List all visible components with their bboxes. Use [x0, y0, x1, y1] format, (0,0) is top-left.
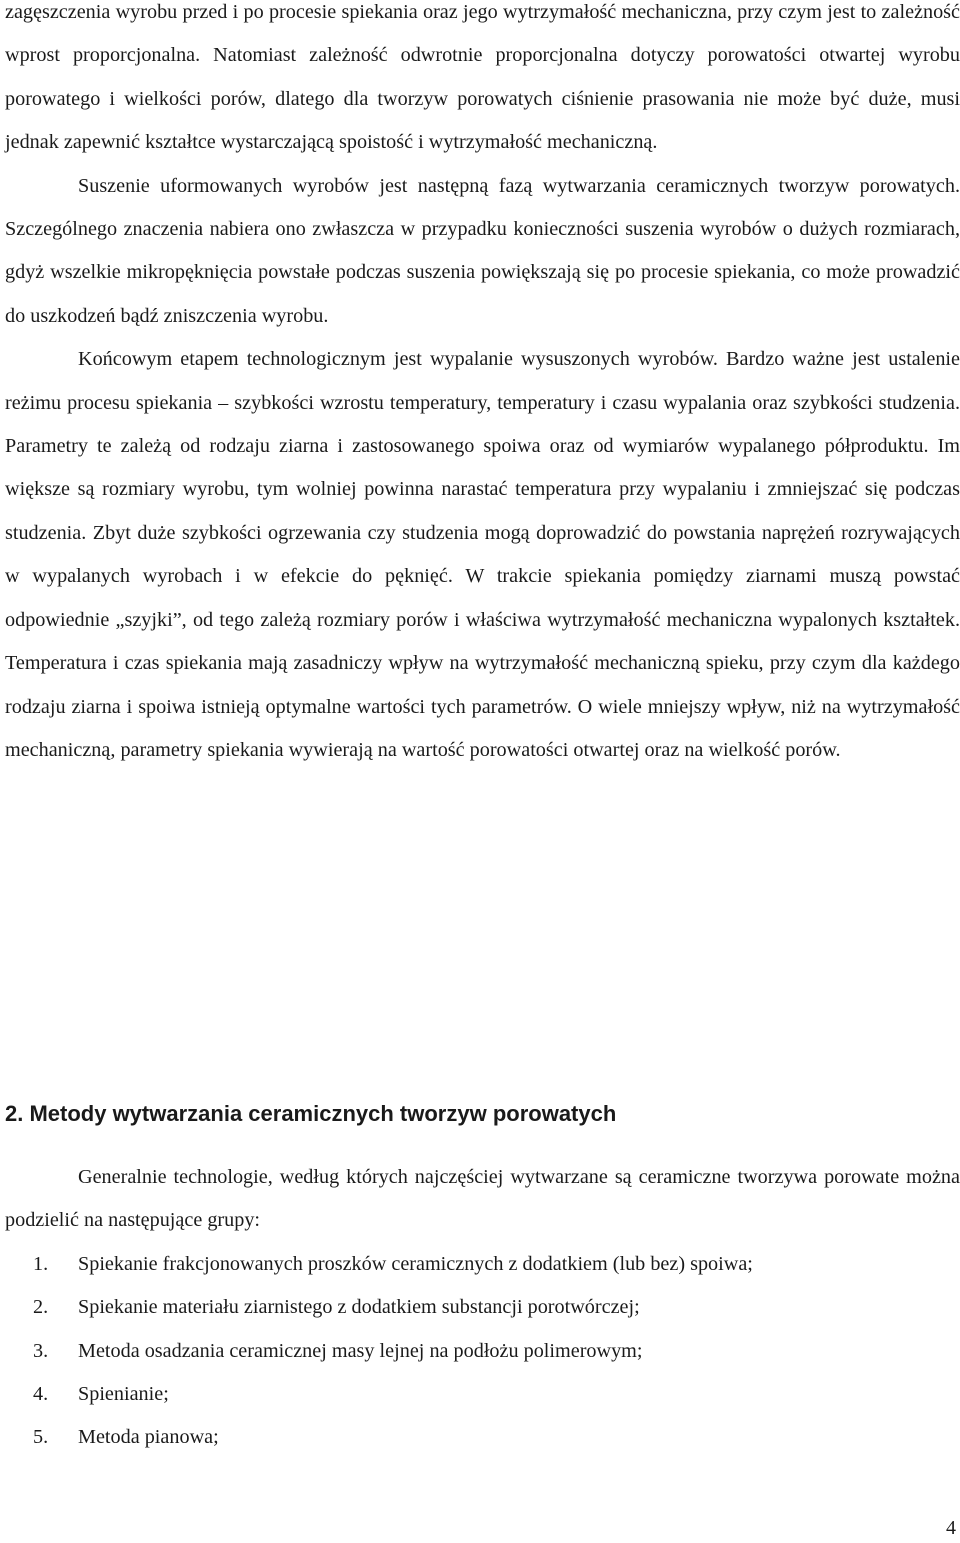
list-item	[5, 1286, 960, 1329]
list-item	[5, 1416, 960, 1459]
list-item-number: 5.	[33, 1426, 49, 1449]
section-intro: Generalnie technologie, według których najczęściej wytwarzane są ceramiczne tworzywa porowate można podzielić na następujące grupy:	[5, 1166, 960, 1232]
list-item-number: 3.	[33, 1339, 49, 1362]
list-item	[5, 1373, 960, 1416]
body-text-block	[5, 0, 960, 772]
list-item	[5, 1243, 960, 1286]
list-item-number: 1.	[33, 1252, 49, 1275]
list-item-text: Spienianie;	[78, 1383, 169, 1406]
section-body	[5, 1156, 960, 1460]
section-heading: 2. Metody wytwarzania ceramicznych tworzyw porowatych	[5, 1101, 617, 1126]
paragraph-1: zagęszczenia wyrobu przed i po procesie spiekania oraz jego wytrzymałość mechaniczna, przy czym jest to zależność wprost proporcjonalna. Natomiast zależność odwrotnie proporcjonalna dotyczy porowatości otwartej wyrobu porowatego i wielkości porów, dlatego dla tworzyw porowatych ciśnienie prasowania nie może być duże, musi jednak zapewnić kształtce wystarczającą spoistość i wytrzymałość mechaniczną.	[5, 1, 960, 154]
methods-list	[5, 1243, 960, 1460]
list-item-number: 2.	[33, 1296, 49, 1319]
list-item	[5, 1330, 960, 1373]
page-number: 4	[946, 1517, 956, 1539]
paragraph-2: Suszenie uformowanych wyrobów jest następną fazą wytwarzania ceramicznych tworzyw porowatych. Szczególnego znaczenia nabiera ono zwłaszcza w przypadku konieczności suszenia wyrobów o dużych rozmiarach, gdyż wszelkie mikropęknięcia powstałe podczas suszenia powiększają się po procesie spiekania, co może prowadzić do uszkodzeń bądź zniszczenia wyrobu.	[5, 174, 960, 327]
paragraph-3: Końcowym etapem technologicznym jest wypalanie wysuszonych wyrobów. Bardzo ważne jest ustalenie reżimu procesu spiekania – szybkości wzrostu temperatury, temperatury i czasu wypalania oraz szybkości studzenia. Parametry te zależą od rodzaju ziarna i zastosowanego spoiwa oraz od wymiarów wypalanego półproduktu. Im większe są rozmiary wyrobu, tym wolniej powinna narastać temperatura przy wypalaniu i zmniejszać się podczas studzenia. Zbyt duże szybkości ogrzewania czy studzenia mogą doprowadzić do powstania naprężeń rozrywających w wypalanych wyrobach i w efekcie do pęknięć. W trakcie spiekania pomiędzy ziarnami muszą powstać odpowiednie „szyjki”, od tego zależą rozmiary porów i właściwa wytrzymałość mechaniczna wypalonych kształtek. Temperatura i czas spiekania mają zasadniczy wpływ na wytrzymałość mechaniczną spieku, przy czym dla każdego rodzaju ziarna i spoiwa istnieją optymalne wartości tych parametrów. O wiele mniejszy wpływ, niż na wytrzymałość mechaniczną, parametry spiekania wywierają na wartość porowatości otwartej oraz na wielkość porów.	[5, 348, 960, 761]
list-item-text: Metoda osadzania ceramicznej masy lejnej na podłożu polimerowym;	[78, 1339, 643, 1362]
list-item-number: 4.	[33, 1383, 49, 1406]
list-item-text: Spiekanie frakcjonowanych proszków ceramicznych z dodatkiem (lub bez) spoiwa;	[78, 1252, 753, 1275]
list-item-text: Spiekanie materiału ziarnistego z dodatkiem substancji porotwórczej;	[78, 1296, 640, 1319]
list-item-text: Metoda pianowa;	[78, 1426, 219, 1449]
